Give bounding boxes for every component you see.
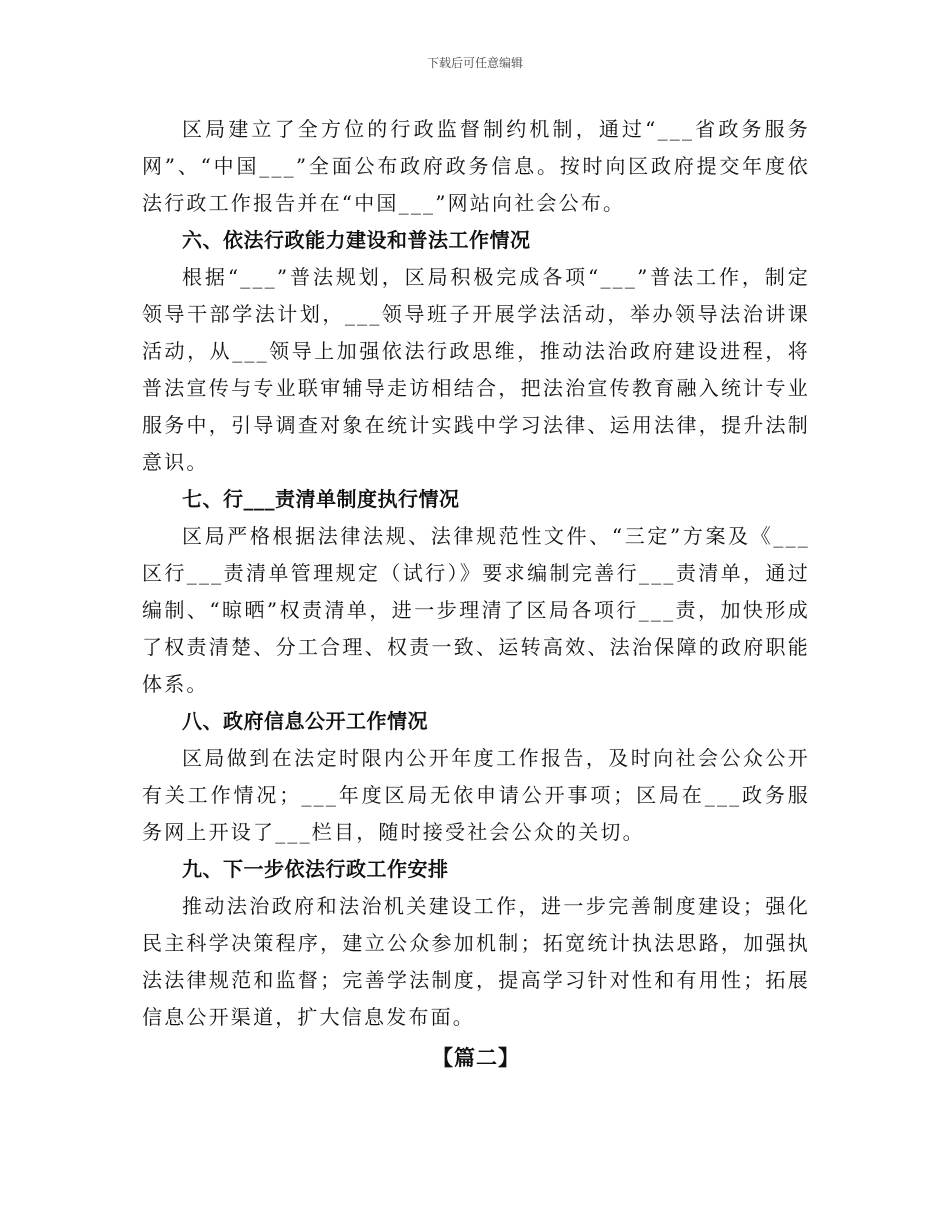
paragraph-law-education: 根据“___”普法规划，区局积极完成各项“___”普法工作，制定领导干部学法计划，___领导班子开展学法活动，举办领导法治讲课活动，从___领导上加强依法行政思维，推动法治政府建设进程，将普法宣传与专业联审辅导走访相结合，把法治宣传教育融入统计专业服务中，引导调查对象在统计实践中学习法律、运用法律，提升法制意识。: [142, 265, 810, 474]
heading-section-8: 八、政府信息公开工作情况: [182, 709, 428, 733]
heading-section-7: 七、行___责清单制度执行情况: [182, 487, 460, 511]
paragraph-supervision: 区局建立了全方位的行政监督制约机制，通过“___省政务服务网”、“中国___”全面公布政府政务信息。按时向区政府提交年度依法行政工作报告并在“中国___”网站向社会公布。: [142, 117, 810, 215]
page-header: 下载后可任意编辑: [426, 56, 523, 70]
paragraph-responsibility-list: 区局严格根据法律法规、法律规范性文件、“三定”方案及《___区行___责清单管理规定（试行）》要求编制完善行___责清单，通过编制、“晾晒”权责清单，进一步理清了区局各项行___责，加快形成了权责清楚、分工合理、权责一致、运转高效、法治保障的政府职能体系。: [142, 524, 810, 696]
document-body: [142, 111, 810, 1078]
heading-section-9: 九、下一步依法行政工作安排: [182, 857, 449, 881]
heading-section-6: 六、依法行政能力建设和普法工作情况: [182, 228, 531, 252]
paragraph-information-disclosure: 区局做到在法定时限内公开年度工作报告，及时向社会公众公开有关工作情况；___年度区局无依申请公开事项；区局在___政务服务网上开设了___栏目，随时接受社会公众的关切。: [142, 746, 810, 844]
paragraph-next-steps: 推动法治政府和法治机关建设工作，进一步完善制度建设；强化民主科学决策程序，建立公众参加机制；拓宽统计执法思路，加强执法法律规范和监督；完善学法制度，提高学习针对性和有用性；拓展信息公开渠道，扩大信息发布面。: [142, 894, 810, 1029]
part-title: 【篇二】: [432, 1045, 520, 1070]
